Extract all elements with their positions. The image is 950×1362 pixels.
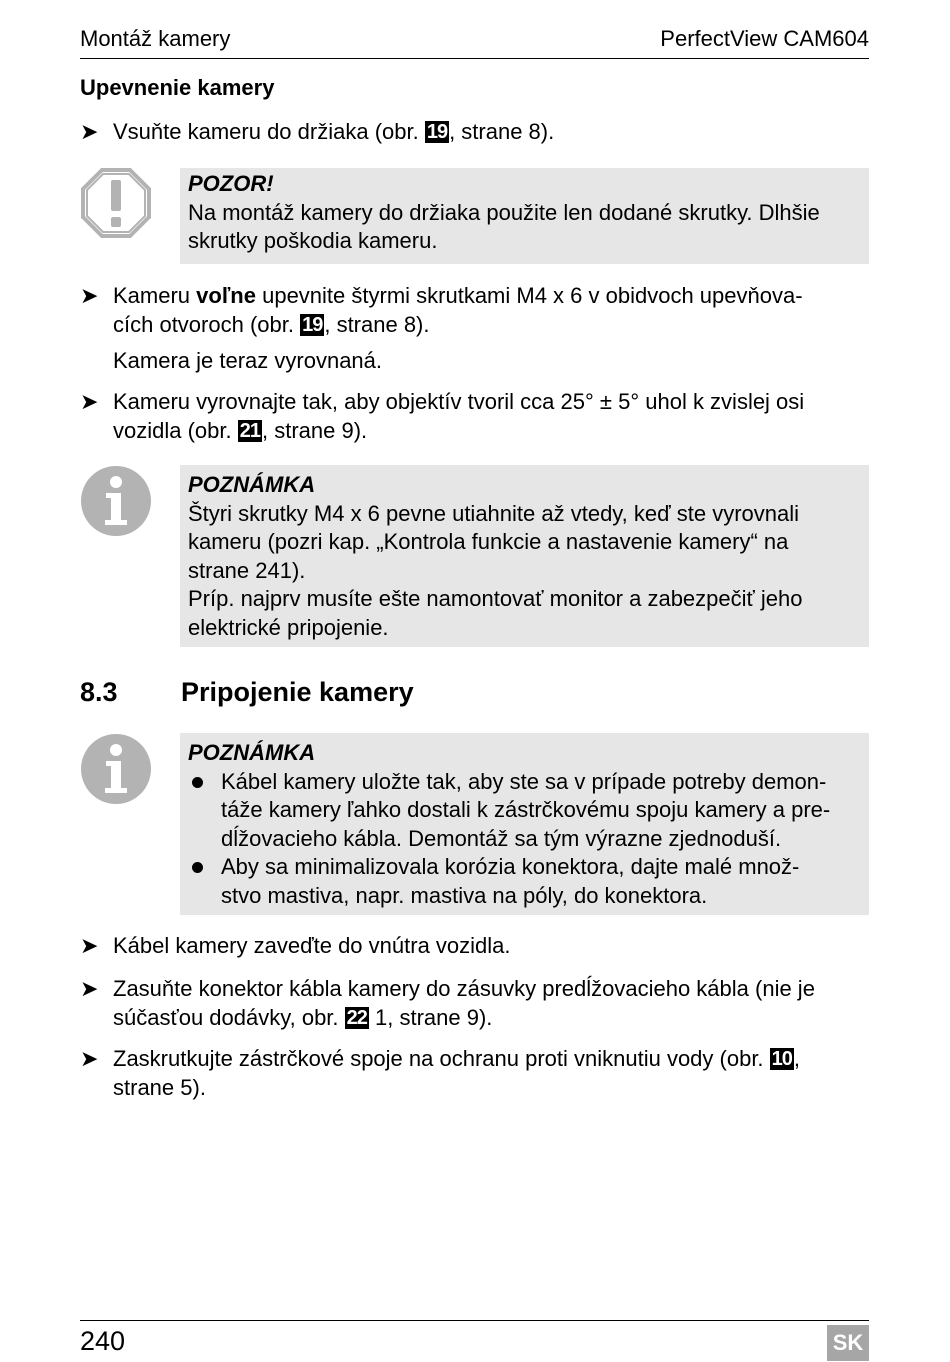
step-2 [80,282,869,376]
step-arrow-icon: ➤ [80,976,99,1001]
page-header [80,26,869,59]
figure-ref: 19 [302,313,323,336]
step-text: Kameru vyrovnajte tak, aby objektív tvoril cca 25° ± 5° uhol k zvislej osi vozidla (obr. 21, strane 9). [113,389,805,443]
step-arrow-icon: ➤ [80,119,99,144]
step-arrow-icon: ➤ [80,1046,99,1071]
note-title: POZNÁMKA [188,740,316,765]
warning-box [180,168,869,264]
note-box [180,733,869,915]
section-number: 8.3 [80,677,118,707]
note-bullet: Kábel kamery uložte tak, aby ste sa v prípade potreby demon- táže kamery ľahko dostali k zástrčkovému spoju kamery a pre- dĺžovacieho kábla. Demontáž sa tým výrazne zjednoduší. [188,768,861,854]
step-arrow-icon: ➤ [80,933,99,958]
warning-title: POZOR! [188,171,274,196]
figure-ref: 10 [771,1048,792,1070]
step-text: Vsuňte kameru do držiaka (obr. 19, strane 8). [113,119,555,144]
page-footer [80,1320,869,1356]
info-icon [80,733,152,805]
note-line: kameru (pozri kap. „Kontrola funkcie a nastavenie kamery“ na [188,529,789,554]
warning-octagon-icon [80,167,152,239]
step-text: Zasuňte konektor kábla kamery do zásuvky predĺžovacieho kábla (nie je súčasťou dodávky, obr. 22 1, strane 9). [113,976,815,1030]
note-title: POZNÁMKA [188,472,316,497]
bullet-dot-icon [192,777,203,788]
step-3 [80,388,869,445]
step-5 [80,975,869,1032]
step-4 [80,932,869,961]
note-bullet: Aby sa minimalizovala korózia konektora, dajte malé množ- stvo mastiva, napr. mastiva na póly, do konektora. [188,853,861,910]
step-6 [80,1045,869,1102]
warning-line: Na montáž kamery do držiaka použite len dodané skrutky. Dlhšie [188,199,820,225]
language-badge: SK [827,1325,869,1361]
step-arrow-icon: ➤ [80,283,99,308]
section-title: Pripojenie kamery [181,677,414,707]
step-text: Kameru voľne upevnite štyrmi skrutkami M4 x 6 v obidvoch upevňova- cích otvoroch (obr. 19, strane 8). [113,283,803,337]
info-icon [80,465,152,537]
step-result: Kamera je teraz vyrovnaná. [113,348,383,373]
header-product: PerfectView CAM604 [660,26,869,51]
figure-ref: 19 [426,121,448,143]
page-number: 240 [80,1326,126,1356]
step-text: Zaskrutkujte zástrčkové spoje na ochranu proti vniknutiu vody (obr. 10, strane 5). [113,1046,801,1100]
step-text: Kábel kamery zaveďte do vnútra vozidla. [113,933,511,958]
step-1 [80,118,869,147]
header-chapter: Montáž kamery [80,26,231,51]
warning-line: skrutky poškodia kameru. [188,228,438,253]
note-line: strane 241). [188,557,306,583]
step-arrow-icon: ➤ [80,389,99,414]
note-line: Štyri skrutky M4 x 6 pevne utiahnite až vtedy, keď ste vyrovnali [188,500,800,526]
bullet-dot-icon [192,862,203,873]
subheading: Upevnenie kamery [80,75,275,100]
figure-ref: 22 [346,1006,367,1029]
note-line: Príp. najprv musíte ešte namontovať monitor a zabezpečiť jeho [188,586,803,611]
figure-ref: 21 [239,419,260,442]
note-box [180,465,869,647]
note-line: elektrické pripojenie. [188,614,389,640]
